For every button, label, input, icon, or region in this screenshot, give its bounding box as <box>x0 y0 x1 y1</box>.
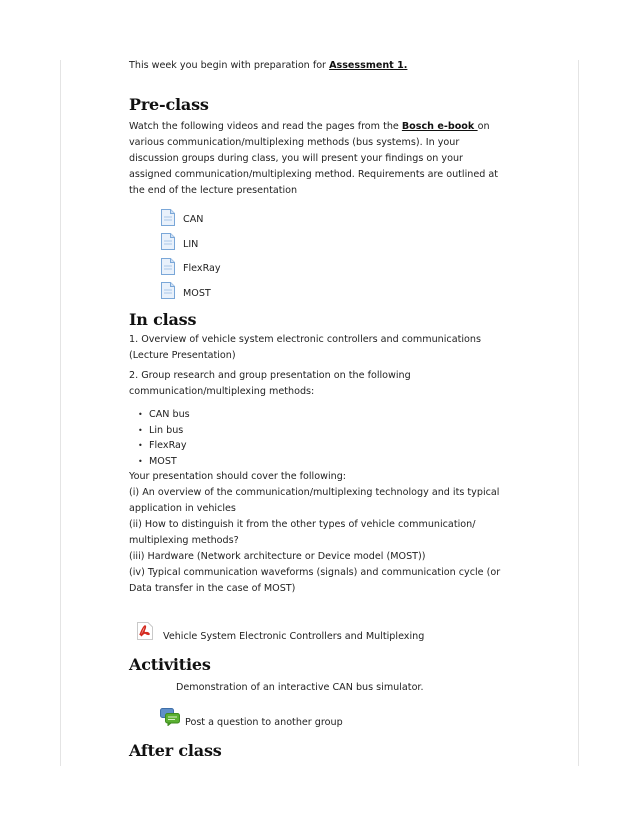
afterclass-heading: After class <box>129 741 222 760</box>
inclass-item-2: 2. Group research and group presentation on the following communication/multiplexing methods: <box>129 370 411 397</box>
list-item: • Lin bus <box>138 424 184 436</box>
list-item: • MOST <box>138 455 177 467</box>
document-icon <box>161 282 175 299</box>
preclass-text <box>129 119 501 199</box>
document-icon <box>161 258 175 275</box>
intro-text <box>129 58 501 74</box>
right-border-rule <box>578 60 579 766</box>
list-item: • FlexRay <box>138 440 187 451</box>
list-item: • CAN bus <box>138 409 190 420</box>
file-label[interactable]: CAN <box>183 214 204 226</box>
preclass-text-after: on various communication/multiplexing methods (bus systems). In your discussion groups during class, you will present your findings on your assigned communication/multiplexing method. Requirements are outlined at the end of the lecture presentation <box>129 121 499 196</box>
intro-prefix: This week you begin with preparation for <box>129 60 330 71</box>
pdf-label[interactable]: Vehicle System Electronic Controllers and Multiplexing <box>163 631 425 642</box>
document-icon <box>161 233 175 250</box>
file-label[interactable]: FlexRay <box>183 263 221 275</box>
activities-heading: Activities <box>129 655 211 674</box>
preclass-heading: Pre-class <box>129 95 209 114</box>
course-section <box>129 58 501 761</box>
left-border-rule <box>60 60 61 766</box>
file-item-can[interactable] <box>161 205 501 230</box>
file-item-lin[interactable] <box>161 230 501 255</box>
requirement-iii: (iii) Hardware (Network architecture or Device model (MOST)) <box>129 551 426 562</box>
assessment-link[interactable]: Assessment 1. <box>329 60 408 71</box>
file-label[interactable]: LIN <box>183 238 199 250</box>
bullet-text: FlexRay <box>149 440 187 451</box>
file-label[interactable]: MOST <box>183 287 211 299</box>
activity-demo: Demonstration of an interactive CAN bus simulator. <box>176 682 424 693</box>
file-item-flexray[interactable] <box>161 254 501 279</box>
bullet-text: MOST <box>149 455 177 467</box>
forum-icon <box>160 708 180 732</box>
method-bullet-list <box>129 407 501 469</box>
requirement-ii: (ii) How to distinguish it from the other types of vehicle communication/ multiplexing methods? <box>129 519 476 546</box>
inclass-heading: In class <box>129 310 197 329</box>
bullet-text: CAN bus <box>149 409 190 420</box>
bosch-ebook-link[interactable]: Bosch e-book <box>401 121 478 132</box>
forum-link[interactable] <box>160 709 501 731</box>
preclass-text-before: Watch the following videos and read the pages from the <box>129 121 402 132</box>
requirement-iv: (iv) Typical communication waveforms (signals) and communication cycle (or Data transfer in the case of MOST) <box>129 567 501 594</box>
preclass-file-list <box>161 205 501 303</box>
requirement-i: (i) An overview of the communication/multiplexing technology and its typical application in vehicles <box>129 487 500 514</box>
presentation-requirements <box>129 469 501 597</box>
requirements-intro: Your presentation should cover the following: <box>129 471 347 482</box>
forum-label[interactable]: Post a question to another group <box>185 717 343 728</box>
lecture-pdf-link[interactable] <box>137 623 501 645</box>
bullet-text: Lin bus <box>149 424 184 436</box>
file-item-most[interactable] <box>161 279 501 304</box>
document-icon <box>161 209 175 226</box>
pdf-icon <box>137 622 153 646</box>
inclass-item-1: 1. Overview of vehicle system electronic controllers and communications (Lecture Presentation) <box>129 334 481 361</box>
